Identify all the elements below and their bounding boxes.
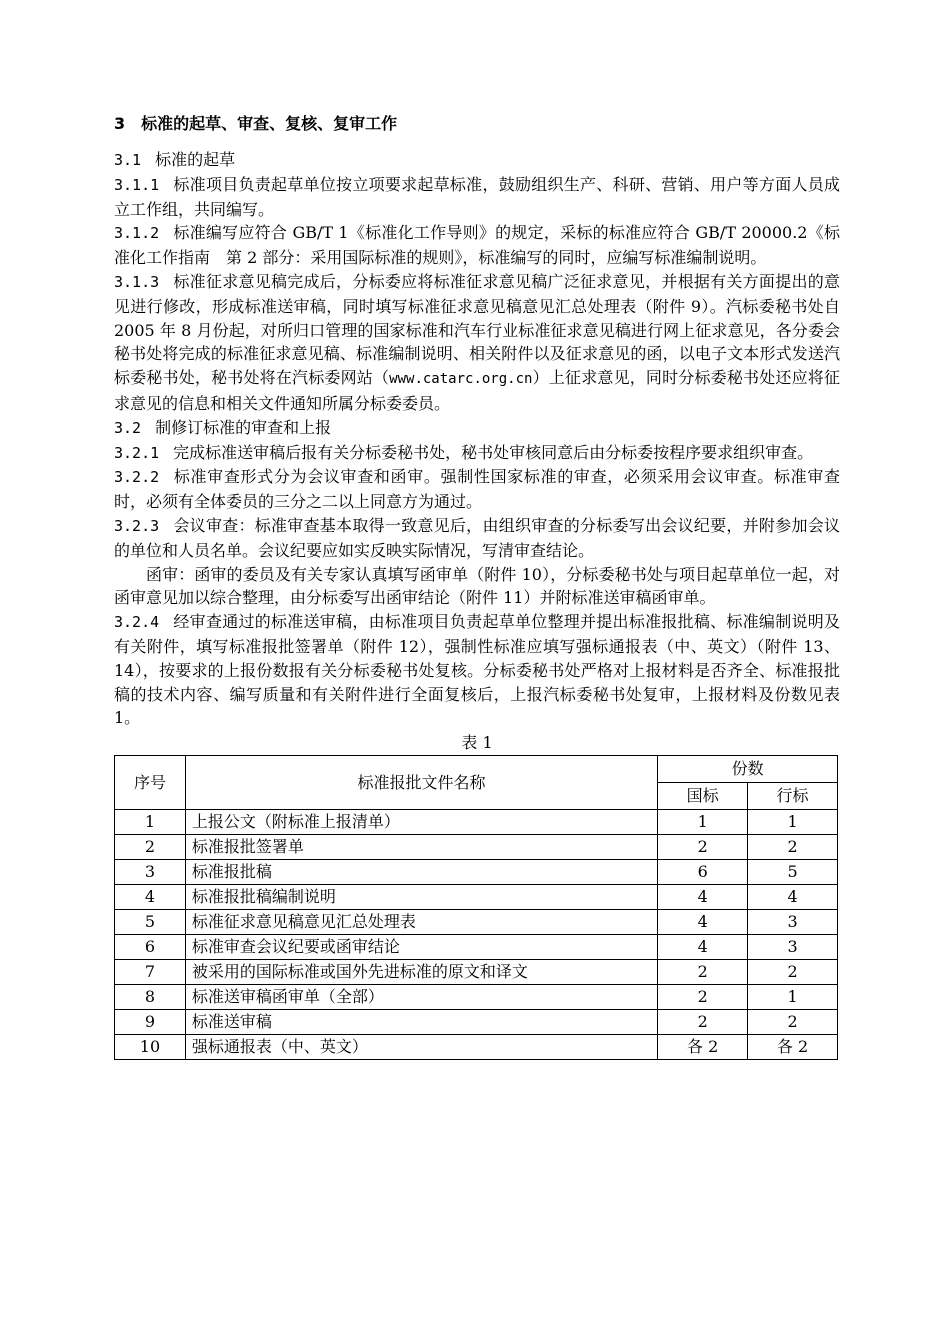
table-row	[115, 835, 838, 860]
cell-file-name: 被采用的国际标准或国外先进标准的原文和译文	[185, 960, 657, 985]
cell-hangbiao: 2	[748, 835, 838, 860]
cell-hangbiao: 2	[748, 960, 838, 985]
table-row	[115, 985, 838, 1010]
table-body	[115, 810, 838, 1060]
cell-guobiao: 2	[658, 960, 748, 985]
table-row	[115, 860, 838, 885]
clause-text: 经审查通过的标准送审稿，由标准项目负责起草单位整理并提出标准报批稿、标准编制说明及有关附件，填写标准报批签署单（附件 12），强制性标准应填写强标通报表（中、英文）（附件 13、14），按要求的上报份数报有关分标委秘书处复核。分标委秘书处严格对上报材料是否齐全、标准报批稿的技术内容、编写质量和有关附件进行全面复核后，上报汽标委秘书处复审，上报材料及份数见表 1。	[114, 612, 840, 728]
cell-guobiao: 2	[658, 985, 748, 1010]
cell-hangbiao: 1	[748, 985, 838, 1010]
cell-seq: 5	[115, 910, 186, 935]
cell-guobiao: 1	[658, 810, 748, 835]
clause-3-2	[114, 416, 840, 441]
submission-table	[114, 755, 838, 1060]
table-row	[115, 1035, 838, 1060]
clause-text: 制修订标准的审查和上报	[155, 417, 332, 437]
cell-hangbiao: 2	[748, 1010, 838, 1035]
clause-text: 完成标准送审稿后报有关分标委秘书处，秘书处审核同意后由分标委按程序要求组织审查。	[173, 442, 814, 462]
clause-3-1	[114, 148, 840, 173]
table-row	[115, 910, 838, 935]
clause-text: 标准审查形式分为会议审查和函审。强制性国家标准的审查，必须采用会议审查。标准审查时，必须有全体委员的三分之二以上同意方为通过。	[114, 467, 840, 512]
table-caption: 表 1	[461, 733, 493, 753]
header-guobiao: 国标	[658, 783, 748, 810]
cell-file-name: 标准送审稿函审单（全部）	[185, 985, 657, 1010]
clause-3-2-4	[114, 610, 840, 730]
cell-hangbiao: 5	[748, 860, 838, 885]
cell-hangbiao: 各 2	[748, 1035, 838, 1060]
clause-number: 3.1.1	[114, 175, 160, 194]
cell-guobiao: 4	[658, 885, 748, 910]
cell-guobiao: 2	[658, 1010, 748, 1035]
cell-guobiao: 4	[658, 935, 748, 960]
cell-guobiao: 6	[658, 860, 748, 885]
clause-number: 3.2.2	[114, 468, 160, 487]
header-hangbiao: 行标	[748, 783, 838, 810]
clause-3-2-2	[114, 465, 840, 514]
cell-guobiao: 4	[658, 910, 748, 935]
clause-3-1-1	[114, 173, 840, 222]
cell-seq: 1	[115, 810, 186, 835]
clause-number: 3.1.2	[114, 224, 160, 243]
table-row	[115, 885, 838, 910]
table-row	[115, 1010, 838, 1035]
table-row	[115, 935, 838, 960]
table-row	[115, 960, 838, 985]
header-seq: 序号	[115, 756, 186, 810]
cell-seq: 3	[115, 860, 186, 885]
clause-text: 标准征求意见稿完成后，分标委应将标准征求意见稿广泛征求意见，并根据有关方面提出的意见进行修改，形成标准送审稿，同时填写标准征求意见稿意见汇总处理表（附件 9）。汽标委秘书处自 2005 年 8 月份起，对所归口管理的国家标准和汽车行业标准征求意见稿进行网上征求意见，各分委会秘书处将完成的标准征求意见稿、标准编制说明、相关附件以及征求意见的函，以电子文本形式发送汽标委秘书处，秘书处将在汽标委网站（	[114, 271, 840, 388]
cell-hangbiao: 4	[748, 885, 838, 910]
clause-3-2-1	[114, 441, 840, 466]
cell-seq: 10	[115, 1035, 186, 1060]
clause-number: 3.2.3	[114, 516, 160, 535]
cell-hangbiao: 3	[748, 935, 838, 960]
cell-seq: 8	[115, 985, 186, 1010]
header-file-name: 标准报批文件名称	[185, 756, 657, 810]
header-count: 份数	[658, 756, 838, 783]
cell-seq: 9	[115, 1010, 186, 1035]
clause-text-cont: ）上征求意见，同时分标委秘书处还应将征求意见的信息和相关文件通知所属分标委委员。	[114, 368, 840, 413]
section-title: 3 标准的起草、审查、复核、复审工作	[114, 114, 398, 133]
cell-file-name: 标准报批稿编制说明	[185, 885, 657, 910]
clause-3-1-3	[114, 270, 840, 416]
cell-file-name: 标准报批签署单	[185, 835, 657, 860]
clause-number: 3.2	[114, 418, 142, 437]
clause-text: 标准的起草	[155, 150, 236, 169]
website-link[interactable]: www.catarc.org.cn	[389, 371, 533, 388]
cell-seq: 2	[115, 835, 186, 860]
cell-file-name: 强标通报表（中、英文）	[185, 1035, 657, 1060]
cell-file-name: 标准报批稿	[185, 860, 657, 885]
cell-guobiao: 各 2	[658, 1035, 748, 1060]
cell-seq: 6	[115, 935, 186, 960]
cell-guobiao: 2	[658, 835, 748, 860]
clause-text: 会议审查：标准审查基本取得一致意见后，由组织审查的分标委写出会议纪要，并附参加会议的单位和人员名单。会议纪要应如实反映实际情况，写清审查结论。	[114, 515, 840, 560]
clause-number: 3.2.4	[114, 613, 160, 632]
clause-number: 3.1	[114, 151, 142, 169]
cell-seq: 4	[115, 885, 186, 910]
table-row	[115, 810, 838, 835]
hanshen-paragraph: 函审：函审的委员及有关专家认真填写函审单（附件 10），分标委秘书处与项目起草单位一起，对函审意见加以综合整理，由分标委写出函审结论（附件 11）并附标准送审稿函审单。	[114, 564, 840, 608]
cell-hangbiao: 3	[748, 910, 838, 935]
cell-file-name: 标准送审稿	[185, 1010, 657, 1035]
cell-file-name: 上报公文（附标准上报清单）	[185, 810, 657, 835]
document-page	[114, 112, 840, 1060]
clause-number: 3.1.3	[114, 272, 160, 291]
cell-seq: 7	[115, 960, 186, 985]
clause-3-1-2	[114, 221, 840, 270]
clause-number: 3.2.1	[114, 443, 160, 462]
clause-text: 标准编写应符合 GB/T 1《标准化工作导则》的规定，采标的标准应符合 GB/T 20000.2《标准化工作指南 第 2 部分：采用国际标准的规则》，标准编写的同时，应编写标准编制说明。	[114, 223, 840, 268]
cell-file-name: 标准征求意见稿意见汇总处理表	[185, 910, 657, 935]
cell-file-name: 标准审查会议纪要或函审结论	[185, 935, 657, 960]
clause-3-2-3	[114, 514, 840, 563]
cell-hangbiao: 1	[748, 810, 838, 835]
clause-text: 标准项目负责起草单位按立项要求起草标准，鼓励组织生产、科研、营销、用户等方面人员成立工作组，共同编写。	[114, 174, 840, 219]
